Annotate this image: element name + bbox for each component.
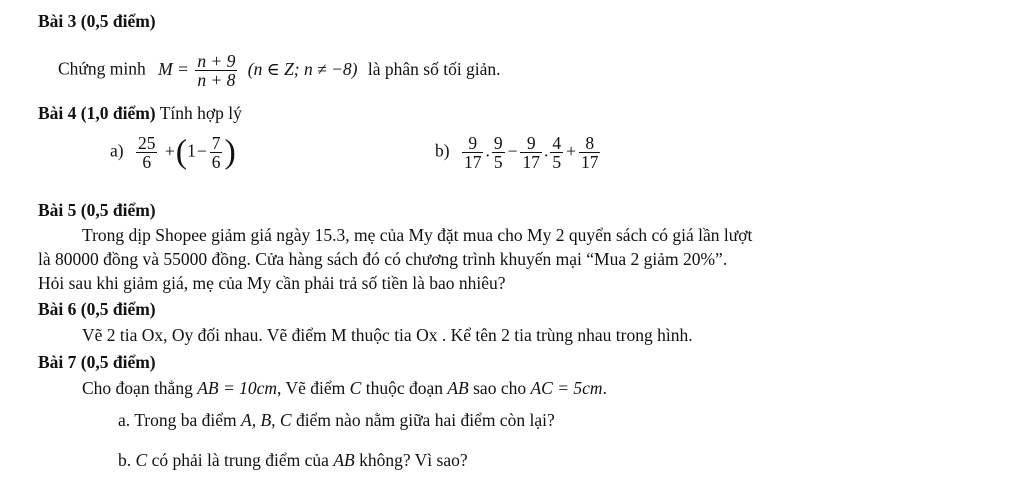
bai4-a-one: 1: [187, 140, 196, 161]
bai7-point-c: C: [349, 378, 362, 398]
bai4-a-left-paren: (: [175, 133, 188, 171]
bai7-qb-label: b.: [118, 450, 132, 470]
bai4-b-f4-den: 5: [552, 152, 562, 172]
bai7-heading: Bài 7 (0,5 điểm): [38, 352, 156, 372]
bai4-a-minus: −: [196, 140, 207, 161]
bai7-ab-length: AB = 10cm: [197, 378, 278, 398]
bai4-b-f2-num: 9: [493, 133, 503, 153]
bai7-qa-points: A, B, C: [241, 410, 292, 430]
bai4-a-fraction-1: [136, 134, 158, 171]
bai5-line-3: Hỏi sau khi giảm giá, mẹ của My cần phải trả số tiền là bao nhiêu?: [38, 273, 506, 293]
bai4-b-f5-den: 17: [580, 152, 599, 172]
bai7-question-a: [118, 409, 555, 431]
bai7-qb-segment-ab: AB: [333, 450, 355, 470]
bai7-qa-rest: điểm nào nằm giữa hai điểm còn lại?: [295, 410, 555, 430]
bai4-a-f2-num: 7: [211, 133, 221, 153]
bai4-b-fraction-1: [462, 134, 484, 171]
bai4-b-dot-2: .: [543, 140, 549, 161]
bai7-question-b: [118, 449, 468, 471]
bai4-b-fraction-5: [579, 134, 601, 171]
bai7-intro-e: .: [602, 378, 607, 398]
bai3-heading: Bài 3 (0,5 điểm): [38, 11, 156, 31]
bai5-line-1: Trong dịp Shopee giảm giá ngày 15.3, mẹ của My đặt mua cho My 2 quyển sách có giá lần lượt: [82, 225, 753, 245]
bai7-ac-length: AC = 5cm: [530, 378, 603, 398]
bai7-qb-rest: không? Vì sao?: [359, 450, 468, 470]
bai4-b-fraction-3: [520, 134, 542, 171]
bai3-fraction: [195, 52, 237, 89]
bai4-b-f1-num: 9: [468, 133, 478, 153]
bai7-intro-d: sao cho: [473, 378, 527, 398]
bai7-qa-label: a. Trong ba điểm: [118, 410, 237, 430]
bai4-a-fraction-2: [210, 134, 223, 171]
bai3-numerator: n + 9: [197, 51, 236, 71]
bai4-a-plus: +: [164, 140, 175, 161]
bai7-segment-ab: AB: [447, 378, 469, 398]
bai4-b-dot-1: .: [485, 140, 490, 161]
bai3-var-m: M: [158, 58, 173, 79]
bai4-heading: Bài 4 (1,0 điểm): [38, 103, 156, 123]
bai3-suffix: là phân số tối giản.: [367, 58, 501, 79]
bai6-heading: Bài 6 (0,5 điểm): [38, 299, 156, 319]
bai4-b-f2-den: 5: [493, 152, 503, 172]
bai4-part-b: [435, 134, 602, 171]
bai7-qb-point-c: C: [135, 450, 148, 470]
bai4-b-fraction-4: [550, 134, 563, 171]
bai4-b-minus: −: [507, 140, 518, 161]
bai4-b-f3-num: 9: [526, 133, 536, 153]
bai7-intro-c: thuộc đoạn: [365, 378, 443, 398]
bai6-line-1: Vẽ 2 tia Ox, Oy đối nhau. Vẽ điểm M thuộc tia Ox . Kể tên 2 tia trùng nhau trong hình.: [82, 325, 693, 345]
bai4-a-f1-num: 25: [137, 133, 156, 153]
bai4-b-f4-num: 4: [552, 133, 562, 153]
bai7-qb-mid: có phải là trung điểm của: [151, 450, 329, 470]
bai4-a-right-paren: ): [224, 133, 236, 171]
bai3-equals: =: [178, 58, 188, 79]
bai4-a-label: a): [110, 140, 124, 161]
bai7-intro: [82, 377, 607, 399]
bai4-b-label: b): [435, 140, 450, 161]
bai4-part-a: [110, 134, 236, 171]
bai5-heading: Bài 5 (0,5 điểm): [38, 200, 156, 220]
bai4-a-f1-den: 6: [136, 152, 158, 171]
bai4-heading-line: [38, 102, 242, 124]
bai3-statement: [58, 52, 501, 89]
bai4-b-plus: +: [566, 140, 576, 161]
bai3-denominator: n + 8: [197, 70, 236, 90]
bai7-intro-b: , Vẽ điểm: [277, 378, 346, 398]
bai4-b-f5-num: 8: [585, 133, 595, 153]
bai4-a-f2-den: 6: [211, 152, 221, 172]
bai4-task: Tính hợp lý: [159, 103, 242, 123]
bai5-line-2: là 80000 đồng và 55000 đồng. Cửa hàng sách đó có chương trình khuyến mại “Mua 2 giảm 20%”.: [38, 249, 728, 269]
bai3-condition: (n ∈ Z; n ≠ −8): [247, 58, 358, 79]
bai3-prefix: Chứng minh: [58, 58, 146, 79]
bai4-b-f1-den: 17: [463, 152, 482, 172]
bai4-b-fraction-2: [492, 134, 505, 171]
bai7-intro-a: Cho đoạn thẳng: [82, 378, 193, 398]
bai4-b-f3-den: 17: [522, 152, 540, 172]
